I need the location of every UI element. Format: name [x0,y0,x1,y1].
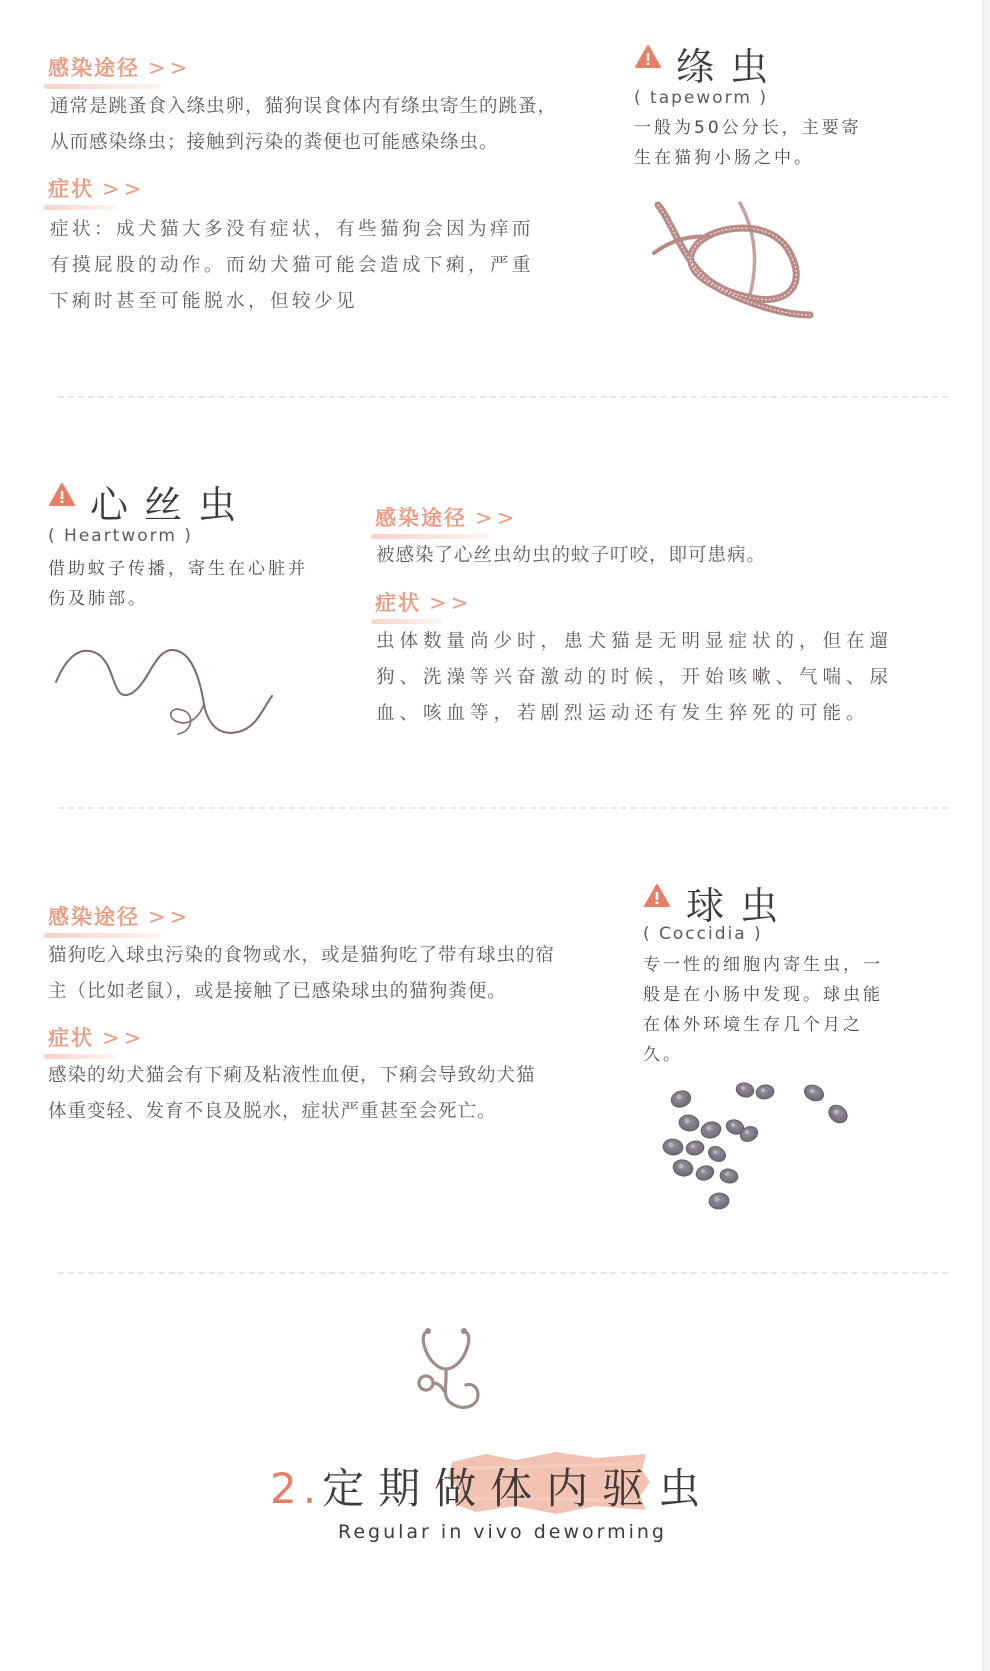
footer-title-part-a: 定期做 [322,1464,491,1513]
warning-icon [634,43,662,71]
tapeworm-route-arrows: >> [148,56,192,80]
coccidia-illustration [655,1075,865,1225]
heartworm-route-text: 被感染了心丝虫幼虫的蚊子叮咬，即可患病。 [376,545,767,566]
section-divider [58,807,948,809]
heartworm-symptom-arrows: >> [429,591,473,615]
footer-title [270,1456,714,1516]
coccidia-route-heading [48,901,191,931]
heartworm-symptom-heading-text: 症状 [375,591,421,615]
tapeworm-route-text: 通常是跳蚤食入绦虫卵，猫狗误食体内有绦虫寄生的跳蚤，从而感染绦虫；接触到污染的粪便也可能感染绦虫。 [50,96,558,153]
footer-subtitle: Regular in vivo deworming [338,1521,667,1543]
tapeworm-latin: ( tapeworm ) [634,88,768,108]
heartworm-route-heading-text: 感染途径 [375,506,467,530]
warning-icon [48,481,76,509]
tapeworm-symptom-text: 症状：成犬猫大多没有症状，有些猫狗会因为痒而有摸屁股的动作。而幼犬猫可能会造成下痢，严重下痢时甚至可能脱水，但较少见 [50,219,535,312]
heartworm-latin: ( Heartworm ) [48,526,193,546]
section-divider [58,1272,948,1274]
stethoscope-icon [414,1325,486,1417]
coccidia-route-arrows: >> [148,905,192,929]
section-number: 2. [270,1464,323,1513]
footer-title-part-b: 体内驱虫 [490,1464,715,1513]
tapeworm-route-heading [48,52,191,82]
tapeworm-symptom-heading-text: 症状 [48,177,94,201]
tapeworm-symptom-arrows: >> [102,177,146,201]
section-divider [58,396,948,398]
tapeworm-route-heading-text: 感染途径 [48,56,140,80]
coccidia-route-text: 猫狗吃入球虫污染的食物或水，或是猫狗吃了带有球虫的宿主（比如老鼠），或是接触了已感染球虫的猫狗粪便。 [48,945,556,1002]
tapeworm-illustration [640,195,820,335]
coccidia-title: 球虫 [686,884,795,928]
page-edge [982,0,990,1671]
coccidia-symptom-heading [48,1022,145,1052]
heartworm-illustration [50,640,290,750]
heartworm-desc: 借助蚊子传播，寄生在心脏并伤及肺部。 [48,559,308,609]
coccidia-route-heading-text: 感染途径 [48,905,140,929]
coccidia-symptom-arrows: >> [102,1026,146,1050]
heartworm-title: 心丝虫 [90,483,253,527]
tapeworm-desc: 一般为50公分长，主要寄生在猫狗小肠之中。 [634,118,862,168]
coccidia-latin: ( Coccidia ) [643,924,763,944]
warning-icon [643,882,671,910]
tapeworm-symptom-heading [48,173,145,203]
coccidia-symptom-text: 感染的幼犬猫会有下痢及粘液性血便，下痢会导致幼犬猫体重变轻、发育不良及脱水，症状严重甚至会死亡。 [48,1065,536,1122]
coccidia-symptom-heading-text: 症状 [48,1026,94,1050]
heartworm-route-arrows: >> [475,506,519,530]
heartworm-symptom-heading [375,587,472,617]
brush-underline [44,205,115,210]
coccidia-desc: 专一性的细胞内寄生虫，一般是在小肠中发现。球虫能在体外环境生存几个月之久。 [643,955,883,1065]
tapeworm-title: 绦虫 [676,45,785,89]
heartworm-symptom-text: 虫体数量尚少时，患犬猫是无明显症状的，但在遛狗、洗澡等兴奋激动的时候，开始咳嗽、气喘、尿血、咳血等，若剧烈运动还有发生猝死的可能。 [376,631,894,724]
heartworm-route-heading [375,502,518,532]
